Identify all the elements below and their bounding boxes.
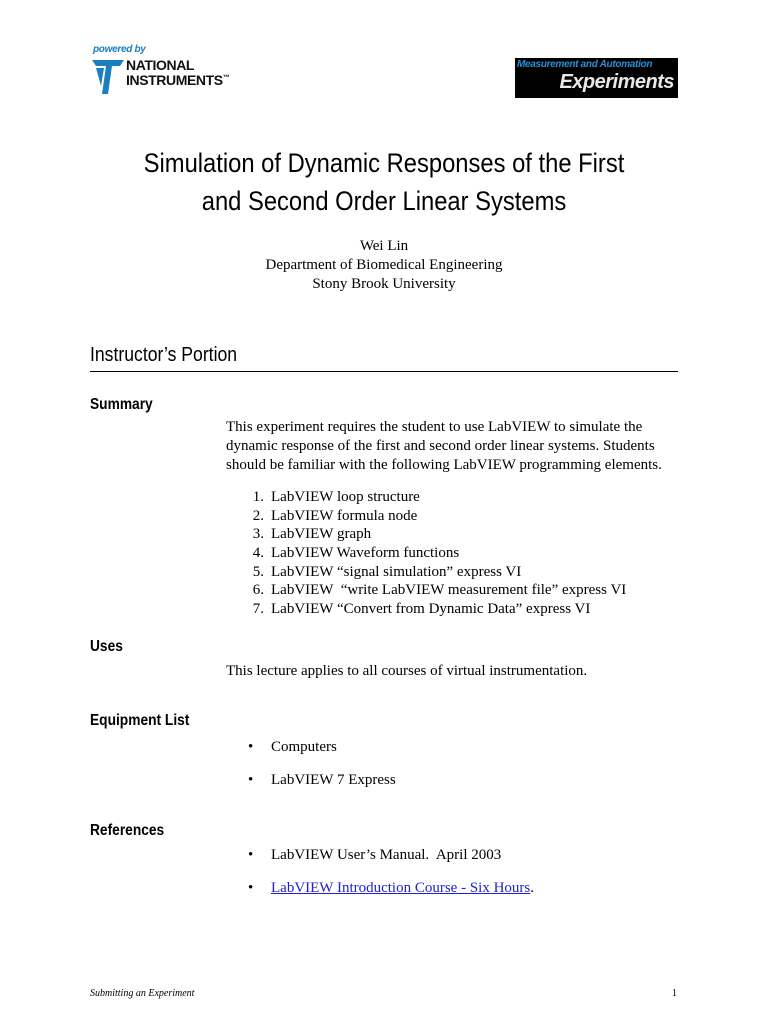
measurement-automation-experiments-logo <box>515 58 678 98</box>
list-number: 6. <box>252 582 264 598</box>
summary-line-3: should be familiar with the following LabVIEW programming elements. <box>226 457 662 473</box>
author-department: Department of Biomedical Engineering <box>265 257 503 273</box>
ni-logo-line2: INSTRUMENTS™ <box>126 72 230 88</box>
bullet-icon: • <box>248 847 254 863</box>
footer-text: Submitting an Experiment <box>90 988 195 999</box>
author-university: Stony Brook University <box>312 276 456 292</box>
list-number: 3. <box>252 526 264 542</box>
list-text: LabVIEW “write LabVIEW measurement file” express VI <box>271 582 627 598</box>
document-title <box>46 144 722 220</box>
reference-item: LabVIEW User’s Manual. April 2003 <box>271 847 502 863</box>
national-instruments-logo <box>90 44 240 98</box>
title-line-1: Simulation of Dynamic Responses of the First <box>143 148 625 178</box>
summary-line-2: dynamic response of the first and second order linear systems. Students <box>226 438 655 454</box>
summary-heading: Summary <box>90 396 153 413</box>
bullet-icon: • <box>248 772 254 788</box>
summary-line-1: This experiment requires the student to use LabVIEW to simulate the <box>226 419 643 435</box>
ni-eagle-icon <box>90 56 126 96</box>
list-number: 5. <box>252 564 264 580</box>
powered-by-text: powered by <box>93 44 146 55</box>
page-number: 1 <box>672 988 677 999</box>
mae-logo-line2: Experiments <box>559 71 674 93</box>
list-text: LabVIEW formula node <box>271 508 418 524</box>
reference-item <box>271 879 534 898</box>
list-text: LabVIEW loop structure <box>271 489 420 505</box>
equipment-item: LabVIEW 7 Express <box>271 772 396 788</box>
uses-heading: Uses <box>90 638 123 655</box>
list-text: LabVIEW “signal simulation” express VI <box>271 564 522 580</box>
bullet-icon: • <box>248 739 254 755</box>
list-text: LabVIEW Waveform functions <box>271 545 460 561</box>
list-number: 7. <box>252 601 264 617</box>
list-number: 2. <box>252 508 264 524</box>
list-number: 1. <box>252 489 264 505</box>
list-text: LabVIEW “Convert from Dynamic Data” express VI <box>271 601 591 617</box>
heading-divider <box>90 371 678 372</box>
author-name: Wei Lin <box>359 238 409 254</box>
equipment-item: Computers <box>271 739 337 755</box>
mae-logo-line1: Measurement and Automation <box>517 59 653 70</box>
title-line-2: and Second Order Linear Systems <box>201 186 567 216</box>
bullet-icon: • <box>248 880 254 896</box>
references-heading: References <box>90 822 165 839</box>
reference-suffix: . <box>530 880 535 896</box>
section-heading: Instructor’s Portion <box>90 344 238 366</box>
equipment-heading: Equipment List <box>90 712 190 729</box>
uses-text: This lecture applies to all courses of virtual instrumentation. <box>226 663 588 679</box>
list-number: 4. <box>252 545 264 561</box>
ni-logo-line1: NATIONAL <box>126 57 195 73</box>
list-text: LabVIEW graph <box>271 526 372 542</box>
labview-course-link[interactable]: LabVIEW Introduction Course - Six Hours <box>271 880 531 896</box>
